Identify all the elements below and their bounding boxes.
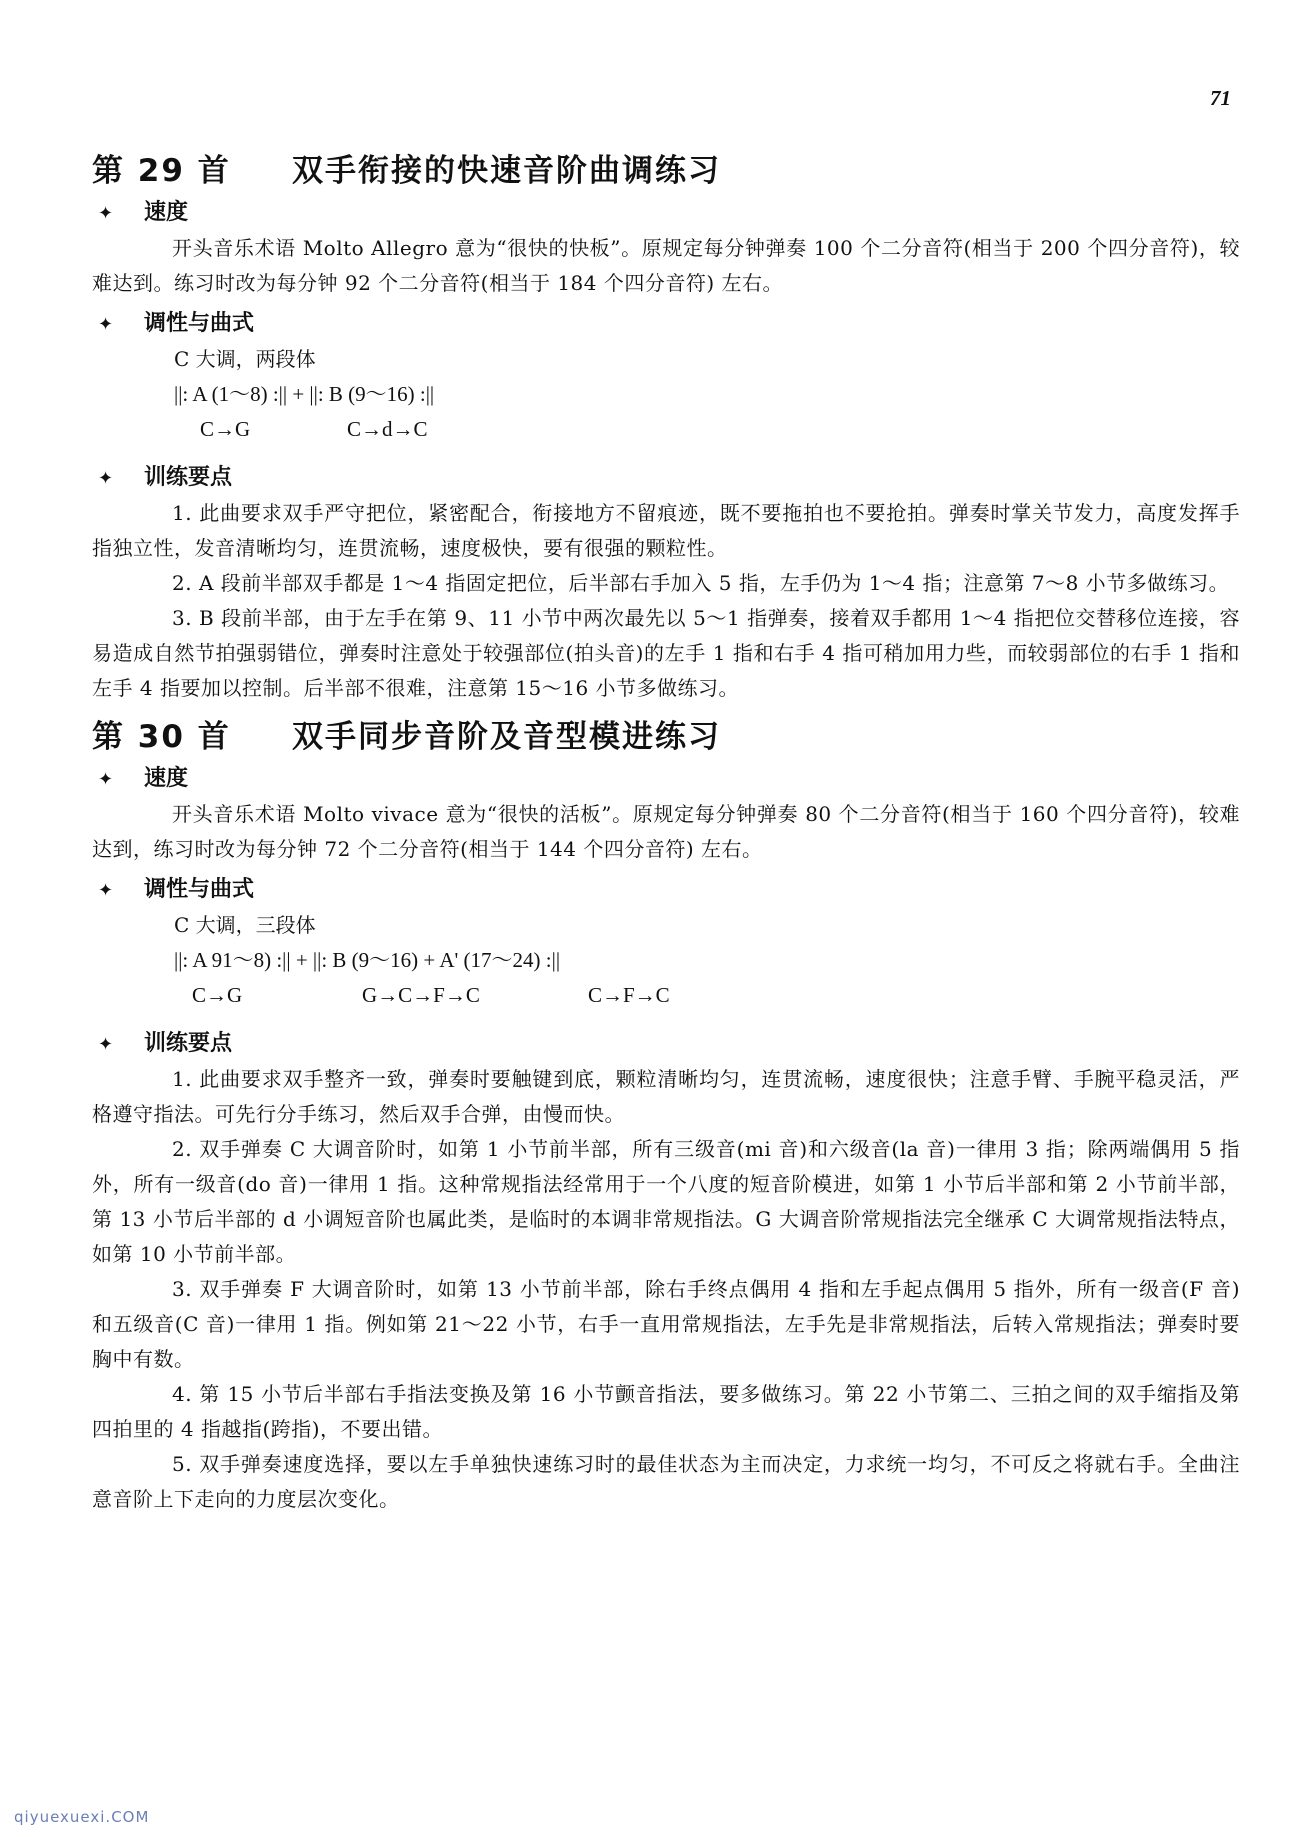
piece-30-form: ||: A 91～8) :|| + ||: B (9～16) + A' (17～24) :|| <box>174 948 561 972</box>
piece-30-mod-c: C→F→C <box>588 983 670 1007</box>
piece-30-point-3: 3. 双手弹奏 F 大调音阶时，如第 13 小节前半部，除右手终点偶用 4 指和左手起点偶用 5 指外，所有一级音(F 音)和五级音(C 音)一律用 1 指。例如第 21～22 小节，右手一直用常规指法，左手先是非常规指法，后转入常规指法；弹奏时要胸中有数。 <box>92 1277 1240 1371</box>
piece-29-point-2: 2. A 段前半部双手都是 1～4 指固定把位，后半部右手加入 5 指，左手仍为 1～4 指；注意第 7～8 小节多做练习。 <box>172 571 1230 595</box>
piece-30-tempo-heading: ✦ 速度 <box>92 762 1240 797</box>
piece-29-points-heading: ✦ 训练要点 <box>92 461 1240 496</box>
star-bullet-icon: ✦ <box>98 468 114 489</box>
star-bullet-icon: ✦ <box>98 880 114 901</box>
piece-30-mod-b: G→C→F→C <box>362 983 480 1007</box>
piece-30-title-text: 双手同步音阶及音型模进练习 <box>292 719 721 755</box>
piece-29-form-heading: ✦ 调性与曲式 <box>92 307 1240 342</box>
piece-30-mod-a: C→G <box>192 983 243 1007</box>
page-content <box>92 146 1240 1517</box>
piece-30-point-2: 2. 双手弹奏 C 大调音阶时，如第 1 小节前半部，所有三级音(mi 音)和六级音(la 音)一律用 3 指；除两端偶用 5 指外，所有一级音(do 音)一律用 1 指。这种常规指法经常用于一个八度的短音阶模进，如第 1 小节后半部和第 2 小节前半部，第 13 小节后半部的 d 小调短音阶也属此类，是临时的本调非常规指法。G 大调音阶常规指法完全继承 C 大调常规指法特点，如第 10 小节前半部。 <box>92 1137 1240 1266</box>
piece-30-title <box>92 712 1240 762</box>
piece-30-point-4: 4. 第 15 小节后半部右手指法变换及第 16 小节颤音指法，要多做练习。第 22 小节第二、三拍之间的双手缩指及第四拍里的 4 指越指(跨指)，不要出错。 <box>92 1382 1240 1441</box>
piece-30-point-5: 5. 双手弹奏速度选择，要以左手单独快速练习时的最佳状态为主而决定，力求统一均匀，不可反之将就右手。全曲注意音阶上下走向的力度层次变化。 <box>92 1452 1240 1511</box>
piece-29-title <box>92 146 1240 196</box>
piece-30-key: C 大调，三段体 <box>174 913 316 937</box>
piece-30-points-heading: ✦ 训练要点 <box>92 1027 1240 1062</box>
piece-29-tempo-text: 开头音乐术语 Molto Allegro 意为“很快的快板”。原规定每分钟弹奏 100 个二分音符(相当于 200 个四分音符)，较难达到。练习时改为每分钟 92 个二分音符(相当于 184 个四分音符) 左右。 <box>92 236 1240 295</box>
piece-30-modulations <box>92 978 1240 1013</box>
piece-30-tempo-text: 开头音乐术语 Molto vivace 意为“很快的活板”。原规定每分钟弹奏 80 个二分音符(相当于 160 个四分音符)，较难达到，练习时改为每分钟 72 个二分音符(相当于 144 个四分音符) 左右。 <box>92 802 1240 861</box>
site-watermark: qiyuexuexi.COM <box>14 1808 150 1826</box>
piece-30-form-heading: ✦ 调性与曲式 <box>92 873 1240 908</box>
piece-29-mod-b: C→d→C <box>347 417 428 441</box>
piece-29-point-1: 1. 此曲要求双手严守把位，紧密配合，衔接地方不留痕迹，既不要拖拍也不要抢拍。弹奏时掌关节发力，高度发挥手指独立性，发音清晰均匀，连贯流畅，速度极快，要有很强的颗粒性。 <box>92 501 1240 560</box>
piece-29-number: 第 29 首 <box>92 153 231 189</box>
piece-30-number: 第 30 首 <box>92 719 231 755</box>
piece-29-modulations <box>92 412 1240 447</box>
piece-29-form: ||: A (1～8) :|| + ||: B (9～16) :|| <box>174 382 435 406</box>
piece-29-tempo-heading: ✦ 速度 <box>92 196 1240 231</box>
star-bullet-icon: ✦ <box>98 769 114 790</box>
piece-29-mod-a: C→G <box>200 417 251 441</box>
piece-29-key: C 大调，两段体 <box>174 347 316 371</box>
piece-30-point-1: 1. 此曲要求双手整齐一致，弹奏时要触键到底，颗粒清晰均匀，连贯流畅，速度很快；注意手臂、手腕平稳灵活，严格遵守指法。可先行分手练习，然后双手合弹，由慢而快。 <box>92 1067 1240 1126</box>
piece-29-point-3: 3. B 段前半部，由于左手在第 9、11 小节中两次最先以 5～1 指弹奏，接着双手都用 1～4 指把位交替移位连接，容易造成自然节拍强弱错位，弹奏时注意处于较强部位(拍头音)的左手 1 指和右手 4 指可稍加用力些，而较弱部位的右手 1 指和左手 4 指要加以控制。后半部不很难，注意第 15～16 小节多做练习。 <box>92 606 1240 700</box>
piece-29-title-text: 双手衔接的快速音阶曲调练习 <box>292 153 721 189</box>
page-number: 71 <box>1210 86 1231 110</box>
star-bullet-icon: ✦ <box>98 314 114 335</box>
star-bullet-icon: ✦ <box>98 1034 114 1055</box>
star-bullet-icon: ✦ <box>98 203 114 224</box>
